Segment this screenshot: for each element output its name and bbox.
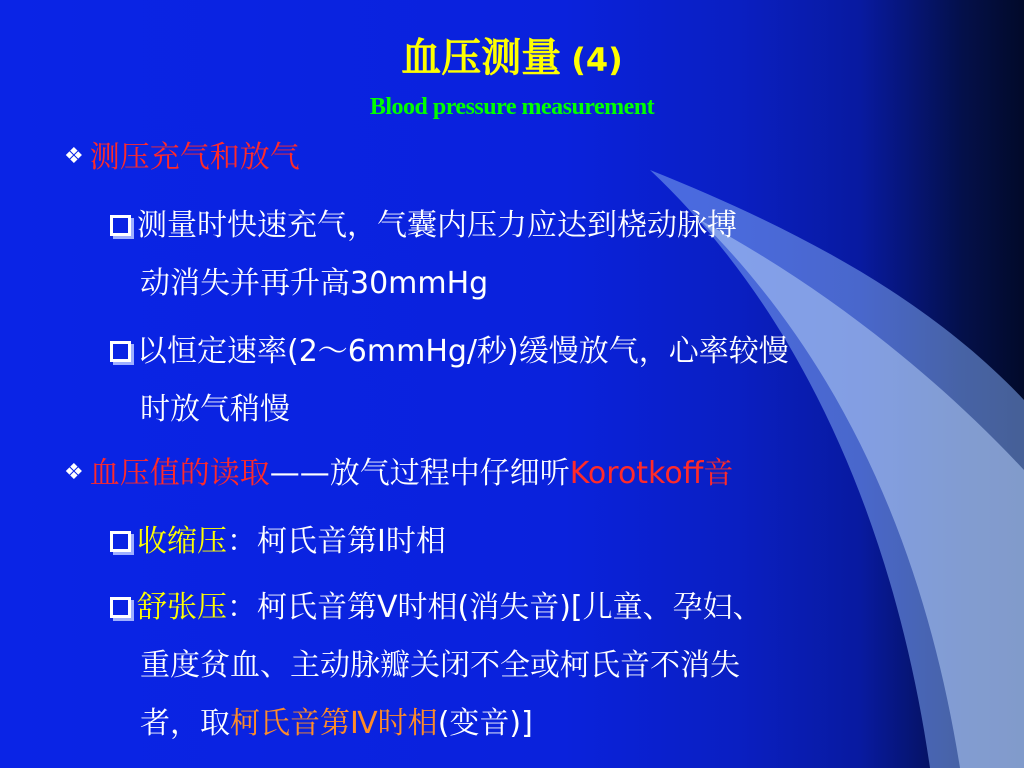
bullet-4-line-2: 重度贫血、主动脉瓣关闭不全或柯氏音不消失	[140, 648, 740, 683]
bullet-3	[110, 524, 446, 560]
square-bullet-icon	[110, 531, 131, 552]
diamond-bullet-icon: ❖	[64, 460, 84, 485]
bullet-2-line-2: 时放气稍慢	[140, 392, 290, 427]
square-bullet-icon	[110, 341, 131, 362]
section-1	[64, 140, 300, 179]
section-2-text: 放气过程中仔细听	[329, 456, 570, 491]
section-1-heading: 测压充气和放气	[89, 140, 300, 175]
bullet-2-text-1: 以恒定速率(2～6mmHg/秒)缓慢放气，心率较慢	[137, 334, 789, 369]
section-2-heading: 血压值的读取	[89, 456, 270, 491]
systolic-label: 收缩压	[137, 524, 227, 559]
korotkoff-term: Korotkoff音	[569, 456, 734, 491]
bullet-3-text: ：柯氏音第Ⅰ时相	[227, 524, 446, 559]
bullet-4-line-3	[140, 706, 533, 742]
diastolic-label: 舒张压	[137, 590, 227, 625]
square-bullet-icon	[110, 597, 131, 618]
title-text: 血压测量	[401, 35, 562, 81]
phase-4-highlight: 柯氏音第Ⅳ时相	[230, 706, 438, 741]
bullet-4-text-1: ：柯氏音第Ⅴ时相(消失音)[儿童、孕妇、	[227, 590, 763, 625]
slide-subtitle: Blood pressure measurement	[369, 94, 655, 120]
bullet-4-pre: 者，取	[140, 706, 230, 741]
bullet-1-line-2: 动消失并再升高30mmHg	[140, 266, 489, 301]
bullet-1-line-1	[110, 208, 737, 244]
square-bullet-icon	[110, 215, 131, 236]
bullet-1-text-1: 测量时快速充气，气囊内压力应达到桡动脉搏	[137, 208, 737, 243]
diamond-bullet-icon: ❖	[64, 144, 84, 169]
title-number: (4)	[571, 41, 623, 79]
bullet-4-post: (变音)]	[437, 706, 533, 741]
em-dash: ——	[269, 456, 330, 491]
slide-title	[0, 34, 1024, 84]
section-2	[64, 456, 733, 495]
bullet-2-line-1	[110, 334, 789, 370]
bullet-4-line-1	[110, 590, 763, 626]
